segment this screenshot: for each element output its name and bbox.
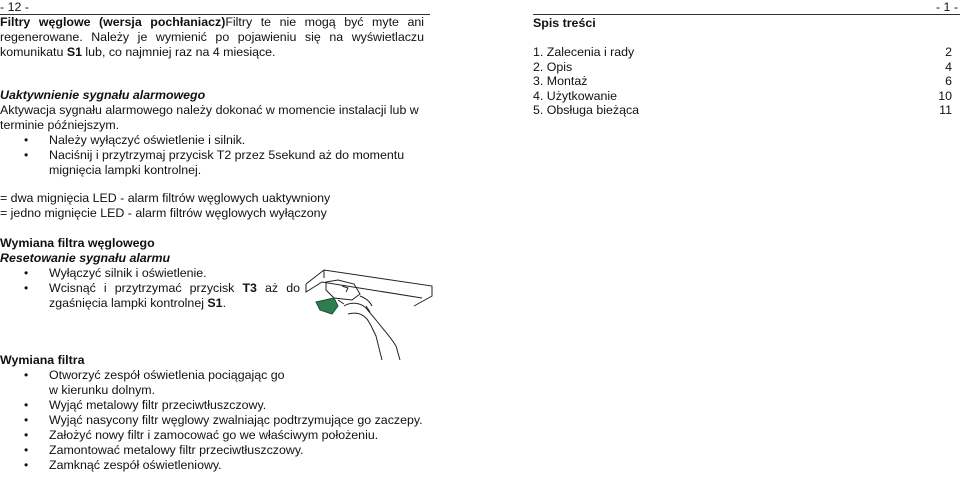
bullet-icon: • (24, 133, 29, 147)
bullet-icon: • (24, 413, 29, 427)
list-item: • Założyć nowy filtr i zamocować go we właściwym położeniu. (24, 428, 379, 442)
bullet-icon: • (24, 148, 29, 162)
list-item: • Należy wyłączyć oświetlenie i silnik. (24, 133, 246, 147)
bullet-icon: • (24, 428, 29, 442)
list-item: • Otworzyć zespół oświetlenia pociągając go w kierunku dolnym. (24, 368, 285, 397)
activation-list (0, 133, 430, 178)
carbon-subheading: Resetowanie sygnału alarmu (0, 251, 171, 265)
activation-section (0, 88, 430, 178)
right-page-number: - 1 - (935, 0, 958, 14)
bullet-icon: • (24, 443, 29, 457)
bullet-icon: • (24, 368, 29, 382)
intro-text-2: lub, co najmniej raz na 4 miesiące. (81, 45, 276, 59)
toc-entry[interactable]: 1. Zalecenia i rady 2 (533, 45, 952, 59)
activation-heading: Uaktywnienie sygnału alarmowego (0, 88, 206, 102)
intro-paragraph (0, 15, 424, 60)
green-indicator-shape (316, 298, 338, 314)
table-of-contents (533, 45, 952, 118)
left-page-number: - 12 - (0, 0, 29, 14)
led-notes (0, 191, 430, 221)
toc-entry[interactable]: 4. Użytkowanie 10 (533, 88, 952, 103)
list-item: • Wyjąć metalowy filtr przeciwtłuszczowy. (24, 398, 267, 412)
list-item: • Naciśnij i przytrzymaj przycisk T2 przez 5sekund aż do momentu mignięcia lampki kontrolnej. (24, 148, 405, 177)
bullet-icon: • (24, 458, 29, 472)
led-note-on: = dwa mignięcia LED - alarm filtrów węglowych uaktywniony (0, 191, 331, 205)
list-item: • Zamontować metalowy filtr przeciwtłuszczowy. (24, 443, 304, 457)
list-item: • Wcisnąć i przytrzymać przycisk T3 aż do zgaśnięcia lampki kontrolnej S1. (24, 281, 300, 310)
intro-text-1: Filtry te nie mogą być myte ani regenerowane. Należy je wymienić po pojawieniu się na wyświetlaczu komunikatu (0, 15, 424, 59)
toc-entry[interactable]: 3. Montaż 6 (533, 74, 952, 88)
bullet-icon: • (24, 398, 29, 412)
carbon-section (0, 236, 300, 311)
hood-button-illustration (304, 266, 434, 360)
bullet-icon: • (24, 266, 29, 280)
toc-entry[interactable]: 2. Opis 4 (533, 59, 952, 74)
list-item: • Wyjąć nasycony filtr węglowy zwalniając podtrzymujące go zaczepy. (24, 413, 423, 427)
filter-list (0, 368, 430, 473)
filter-section (0, 353, 430, 473)
carbon-heading: Wymiana filtra węglowego (0, 236, 155, 250)
activation-text: Aktywacja sygnału alarmowego należy dokonać w momencie instalacji lub w terminie późniejszym. (0, 103, 419, 132)
bullet-icon: • (24, 281, 29, 295)
led-note-off: = jedno mignięcie LED - alarm filtrów węglowych wyłączony (0, 206, 327, 220)
right-header-rule (533, 14, 960, 15)
filter-heading: Wymiana filtra (0, 353, 85, 367)
intro-code: S1 (66, 45, 82, 59)
intro-bold: Filtry węglowe (wersja pochłaniacz) (0, 15, 226, 29)
carbon-list (0, 266, 300, 311)
toc-title: Spis treści (533, 16, 596, 30)
list-item: • Wyłączyć silnik i oświetlenie. (24, 266, 207, 280)
list-item: • Zamknąć zespół oświetleniowy. (24, 458, 222, 472)
toc-entry[interactable]: 5. Obsługa bieżąca 11 (533, 103, 952, 117)
